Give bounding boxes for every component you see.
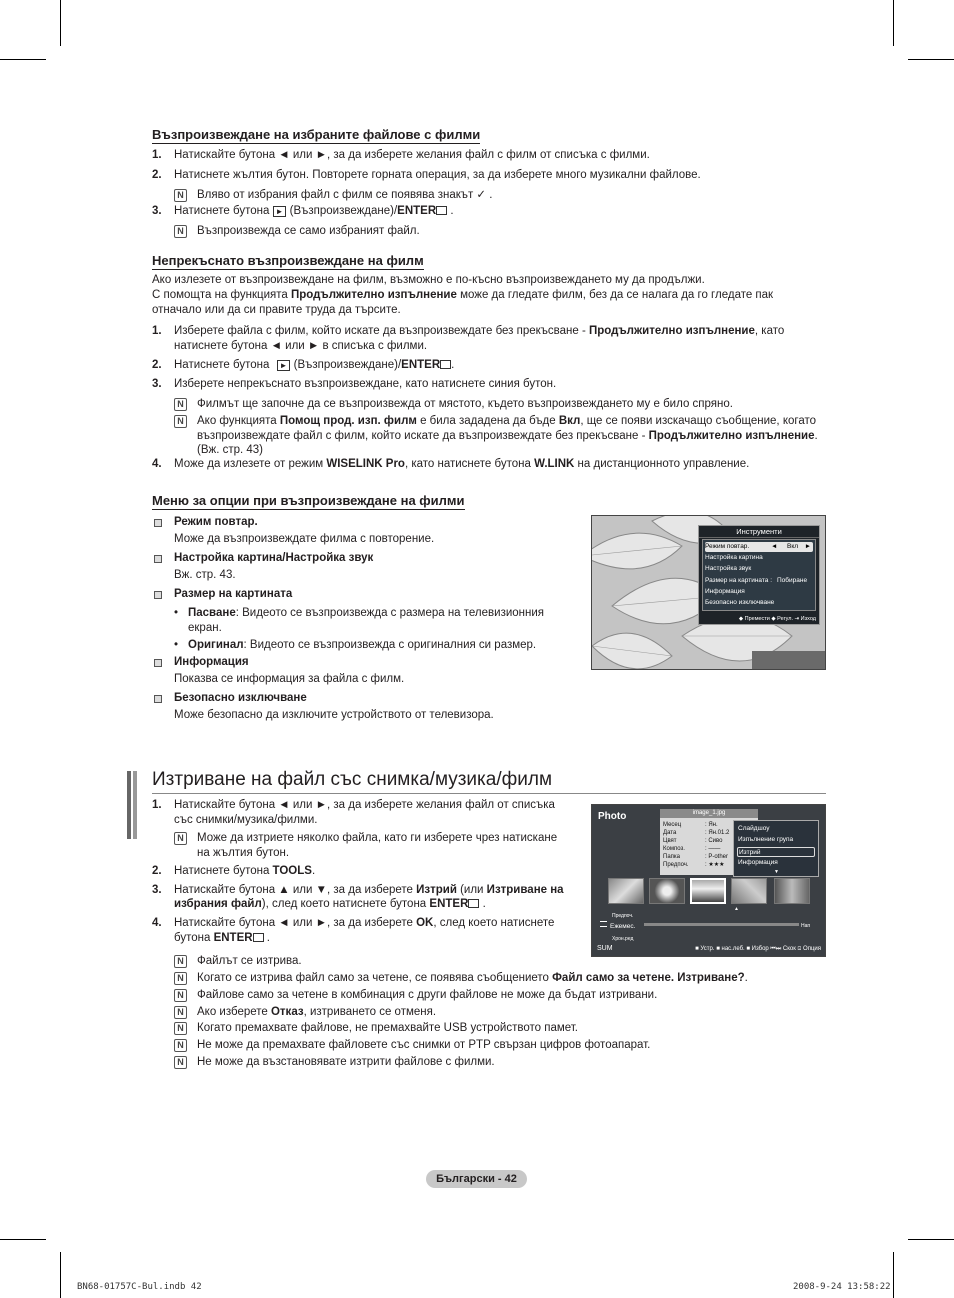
bottom-hints: ■ Устр. ■ нас.леб. ■ Избор ⏮⏭ Скок ⊡ Опция xyxy=(695,946,821,952)
thumbnail[interactable] xyxy=(774,878,810,904)
info-key: Папка xyxy=(663,854,680,860)
note-icon: N xyxy=(174,1039,187,1052)
enter-icon xyxy=(253,933,264,942)
step-number: 1. xyxy=(152,149,162,161)
info-key: Дата xyxy=(663,830,677,836)
text: , като xyxy=(754,325,785,337)
tools-item-value: Побиране xyxy=(777,577,808,584)
text: Изберете файла с филм, който искате да възпроизвеждате без прекъсване - xyxy=(174,325,589,337)
note-text xyxy=(197,1005,834,1020)
note-icon: N xyxy=(174,415,187,428)
tools-item-sound[interactable]: Настройка звук xyxy=(705,565,752,572)
arrow-left-icon[interactable]: ◄ xyxy=(771,543,778,550)
step-number: 3. xyxy=(152,205,162,217)
text: Натиснете бутона xyxy=(174,359,273,371)
photo-delete-screenshot xyxy=(591,804,826,957)
note-icon: N xyxy=(174,189,187,202)
section-marker-bar xyxy=(127,771,131,839)
option-desc: Вж. стр. 43. xyxy=(174,569,236,581)
text: OK xyxy=(416,917,434,929)
arrow-right-icon[interactable]: ► xyxy=(804,543,811,550)
sort-value[interactable]: Ежемес. xyxy=(610,923,636,930)
option-desc: Може да възпроизвеждате филма с повторение. xyxy=(174,533,435,545)
note-icon: N xyxy=(174,832,187,845)
note-text: Може да изтриете няколко файла, като ги изберете чрез натискане xyxy=(197,832,558,844)
text: Продължително изпълнение xyxy=(588,325,755,337)
enter-icon xyxy=(440,360,451,369)
enter-label: ENTER xyxy=(213,932,253,944)
note-text: Файлове само за четене в комбинация с други файлове не може да бъдат изтривани. xyxy=(197,989,658,1001)
text: Може да излезете от режим xyxy=(174,458,327,470)
info-key: Месец xyxy=(663,822,682,828)
tools-item-repeat[interactable] xyxy=(705,542,813,552)
play-icon: ► xyxy=(273,206,287,217)
step-text xyxy=(174,864,572,879)
step-number: 4. xyxy=(152,458,162,470)
step-text xyxy=(174,324,802,339)
text: WISELINK Pro xyxy=(326,458,405,470)
thumbnail[interactable] xyxy=(731,878,767,904)
text: е била зададена да бъде xyxy=(416,415,559,427)
text: . xyxy=(744,972,748,984)
note-icon: N xyxy=(174,1006,187,1019)
step-text: Натиснете жълтия бутон. Повторете горната операция, за да изберете много музикални файлове. xyxy=(174,169,701,181)
photo-screen-title: Photo xyxy=(598,811,627,822)
step-text xyxy=(174,358,802,373)
note-text: Файлът се изтрива. xyxy=(197,955,302,967)
step-number: 3. xyxy=(152,378,162,390)
text: Продължително изпълнение xyxy=(648,430,815,442)
note-text: Вляво от избрания файл с филм се появява знакът ✓ . xyxy=(197,189,493,201)
note-text: на жълтия бутон. xyxy=(197,847,290,859)
tools-item-label: Размер на картината : xyxy=(705,577,773,584)
step-number: 2. xyxy=(152,865,162,877)
footer-timestamp: 2008-9-24 13:58:22 xyxy=(793,1282,891,1292)
note-text xyxy=(197,971,834,986)
step-number: 4. xyxy=(152,917,162,929)
crop-mark xyxy=(908,1239,954,1240)
square-bullet-icon xyxy=(154,659,162,667)
file-name: image_1.jpg xyxy=(660,809,758,818)
option-title: Режим повтар. xyxy=(174,516,258,528)
text: . xyxy=(263,932,270,944)
text: бутона xyxy=(174,932,214,944)
enter-label: ENTER xyxy=(397,205,437,217)
tools-menu-list xyxy=(702,539,816,611)
tools-menu xyxy=(698,525,820,625)
tools-item-info[interactable]: Информация xyxy=(705,588,745,595)
bottom-left-label: SUM xyxy=(597,945,613,952)
text: Натискайте бутона ▲ или ▼, за да изберете xyxy=(174,884,417,896)
tools-item-value: Вкл xyxy=(787,543,799,550)
paragraph: Ако излезете от възпроизвеждане на филм, възможно е по-късно възпроизвеждането му да продължи. xyxy=(152,274,705,286)
text: : Видеото се възпроизвежда с размера на телевизионния xyxy=(235,607,545,619)
note-icon: N xyxy=(174,225,187,238)
sort-sub-label: Хрон.ред xyxy=(612,936,634,942)
text: Натиснете бутона xyxy=(174,865,273,877)
step-number: 1. xyxy=(152,325,162,337)
step-text: Изберете непрекъснато възпроизвеждане, като натиснете синия бутон. xyxy=(174,378,557,390)
text: . xyxy=(814,430,818,442)
option-title: Настройка картина/Настройка звук xyxy=(174,552,374,564)
info-key: Композ. xyxy=(663,846,685,852)
sub-option-text: екран. xyxy=(188,622,222,634)
section-heading-selected-movies: Възпроизвеждане на избраните файлове с филми xyxy=(152,127,481,142)
thumbnail[interactable] xyxy=(608,878,644,904)
text: . xyxy=(451,359,455,371)
text: (Възпроизвеждане)/ xyxy=(286,205,398,217)
note-text xyxy=(197,429,834,444)
note-icon: N xyxy=(174,972,187,985)
text: , изтриването се отменя. xyxy=(303,1006,437,1018)
paragraph: отначало или да си правите труда да търсите. xyxy=(152,304,401,316)
note-text: Възпроизвежда се само избраният файл. xyxy=(197,225,420,237)
crop-mark xyxy=(908,59,954,60)
text: Изтрий xyxy=(416,884,457,896)
step-text xyxy=(174,897,582,912)
note-icon: N xyxy=(174,398,187,411)
text: С помощта на функцията xyxy=(152,289,291,301)
text: , ще се появи изскачащо съобщение, когато xyxy=(580,415,816,427)
options-menu xyxy=(733,820,819,877)
text: Отказ xyxy=(270,1006,304,1018)
section-heading-continuous-play: Непрекъснато възпроизвеждане на филм xyxy=(152,253,424,268)
text: Ако изберете xyxy=(197,1006,271,1018)
text: ), след което натиснете бутона xyxy=(261,898,430,910)
step-number: 3. xyxy=(152,884,162,896)
text: Ако функцията xyxy=(197,415,280,427)
thumbnail[interactable] xyxy=(690,878,726,904)
tools-menu-footer: ◆ Премести ◆ Регул. ⇥ Изход xyxy=(738,616,816,622)
step-text xyxy=(174,916,582,931)
step-text: Натискайте бутона ◄ или ►, за да изберете желания файл от списъка xyxy=(174,799,555,811)
text: Файл само за четене. Изтриване? xyxy=(552,972,745,984)
text: Помощ прод. изп. филм xyxy=(279,415,417,427)
crop-mark xyxy=(893,0,894,46)
sort-label: Предпоч. xyxy=(612,913,634,919)
info-value: : —— xyxy=(705,846,721,852)
bullet-dot: • xyxy=(174,607,179,619)
step-number: 1. xyxy=(152,799,162,811)
text: Когато се изтрива файл само за четене, се появява съобщението xyxy=(197,972,553,984)
note-text: (Вж. стр. 43) xyxy=(197,444,264,456)
info-key: Предпоч. xyxy=(663,862,689,868)
bullet-dot: • xyxy=(174,639,179,651)
text: Оригинал xyxy=(188,639,244,651)
tools-menu-screenshot xyxy=(591,515,826,670)
play-icon: ► xyxy=(277,360,291,371)
text: Натискайте бутона ◄ или ►, за да изберете xyxy=(174,917,417,929)
square-bullet-icon xyxy=(154,519,162,527)
info-value: : ★★★ xyxy=(705,862,725,868)
sub-option-text xyxy=(188,638,574,653)
text: . xyxy=(447,205,454,217)
step-number: 2. xyxy=(152,169,162,181)
option-title: Размер на картината xyxy=(174,588,293,600)
step-text xyxy=(174,883,582,898)
option-desc: Може безопасно да изключите устройството от телевизора. xyxy=(174,709,494,721)
timeline-bar xyxy=(644,923,799,926)
crop-mark xyxy=(60,0,61,46)
info-key: Цвят xyxy=(663,838,677,844)
page-title: Изтриване на файл със снимка/музика/филм xyxy=(152,769,553,790)
tools-item-safe-remove[interactable]: Безопасно изключване xyxy=(705,599,775,606)
thumbnail[interactable] xyxy=(649,878,685,904)
nav-right-label: Нап xyxy=(801,923,811,929)
text: W.LINK xyxy=(534,458,575,470)
enter-icon xyxy=(468,899,479,908)
text: Продължително изпълнение xyxy=(291,289,457,301)
divider xyxy=(152,793,826,794)
option-slideshow[interactable]: Слайдшоу xyxy=(738,825,770,832)
section-marker-bar xyxy=(133,771,137,839)
text: Вкл xyxy=(558,415,581,427)
option-play-group[interactable]: Изпълнение група xyxy=(738,836,794,843)
menu-icon xyxy=(600,921,607,927)
option-delete[interactable]: Изтрий xyxy=(737,847,815,857)
sub-option-text xyxy=(188,606,574,621)
option-desc: Показва се информация за файла с филм. xyxy=(174,673,405,685)
crop-mark xyxy=(0,1239,46,1240)
step-text: със снимки/музика/филми. xyxy=(174,814,318,826)
text: (или xyxy=(456,884,487,896)
text: , като натиснете бутона xyxy=(404,458,535,470)
tools-item-picture[interactable]: Настройка картина xyxy=(705,554,763,561)
square-bullet-icon xyxy=(154,695,162,703)
text: TOOLS xyxy=(272,865,312,877)
text: . xyxy=(311,865,316,877)
note-text: Когато премахвате файлове, не премахвайте USB устройството памет. xyxy=(197,1022,578,1034)
option-information[interactable]: Информация xyxy=(738,859,778,866)
note-icon: N xyxy=(174,1022,187,1035)
footer-file-info: BN68-01757C-Bul.indb 42 xyxy=(77,1282,202,1292)
info-value: : P-other xyxy=(705,854,729,860)
paragraph xyxy=(152,288,812,303)
text: (Възпроизвеждане)/ xyxy=(290,359,402,371)
text: възпроизвеждате файл с филм, който искате да възпроизвеждате без прекъсване - xyxy=(197,430,649,442)
scroll-up-icon: ▲ xyxy=(734,906,739,912)
info-value: : Ян. xyxy=(705,822,718,828)
text: . xyxy=(479,898,486,910)
crop-mark xyxy=(893,1252,894,1298)
text: Натиснете бутона xyxy=(174,205,273,217)
bottom-bar xyxy=(592,942,825,956)
text: може да гледате филм, без да се налага да го гледате пак xyxy=(456,289,774,301)
tools-menu-title: Инструменти xyxy=(699,526,819,538)
info-value: : Сиво xyxy=(705,838,723,844)
square-bullet-icon xyxy=(154,591,162,599)
enter-label: ENTER xyxy=(401,359,441,371)
note-text: Не може да премахвате файловете със снимки от PTP свързан цифров фотоапарат. xyxy=(197,1039,651,1051)
tools-item-label: Режим повтар. xyxy=(705,543,750,550)
text: на дистанционното управление. xyxy=(574,458,750,470)
note-text xyxy=(197,414,834,429)
step-text: Натискайте бутона ◄ или ►, за да изберете желания файл с филм от списъка с филми. xyxy=(174,149,650,161)
step-text xyxy=(174,931,582,946)
info-value: : Ян.01.2 xyxy=(705,830,730,836)
text: , след което натиснете xyxy=(433,917,555,929)
step-text xyxy=(174,457,802,472)
section-heading-movie-options: Меню за опции при възпроизвеждане на филми xyxy=(152,493,465,508)
step-text: натиснете бутона ◄ или ► в списъка с филми. xyxy=(174,340,428,352)
text: Пасване xyxy=(188,607,236,619)
text: избрания файл xyxy=(174,898,262,910)
crop-mark xyxy=(60,1252,61,1298)
tools-item-picture-size[interactable] xyxy=(705,576,813,586)
option-title: Безопасно изключване xyxy=(174,692,307,704)
step-text xyxy=(174,204,802,219)
chevron-down-icon: ▼ xyxy=(774,869,779,875)
square-bullet-icon xyxy=(154,555,162,563)
note-icon: N xyxy=(174,1056,187,1069)
step-number: 2. xyxy=(152,359,162,371)
note-text: Не може да възстановявате изтрити файлове с филми. xyxy=(197,1056,495,1068)
note-icon: N xyxy=(174,955,187,968)
page-number-badge: Български - 42 xyxy=(426,1170,527,1188)
option-title: Информация xyxy=(174,656,249,668)
note-icon: N xyxy=(174,989,187,1002)
text: : Видеото се възпроизвежда с оригиналния си размер. xyxy=(243,639,537,651)
text: Изтриване на xyxy=(486,884,564,896)
crop-mark xyxy=(0,59,46,60)
enter-icon xyxy=(436,206,447,215)
note-text: Филмът ще започне да се възпроизвежда от мястото, където възпроизвеждането му е било спряно. xyxy=(197,398,733,410)
enter-label: ENTER xyxy=(429,898,469,910)
